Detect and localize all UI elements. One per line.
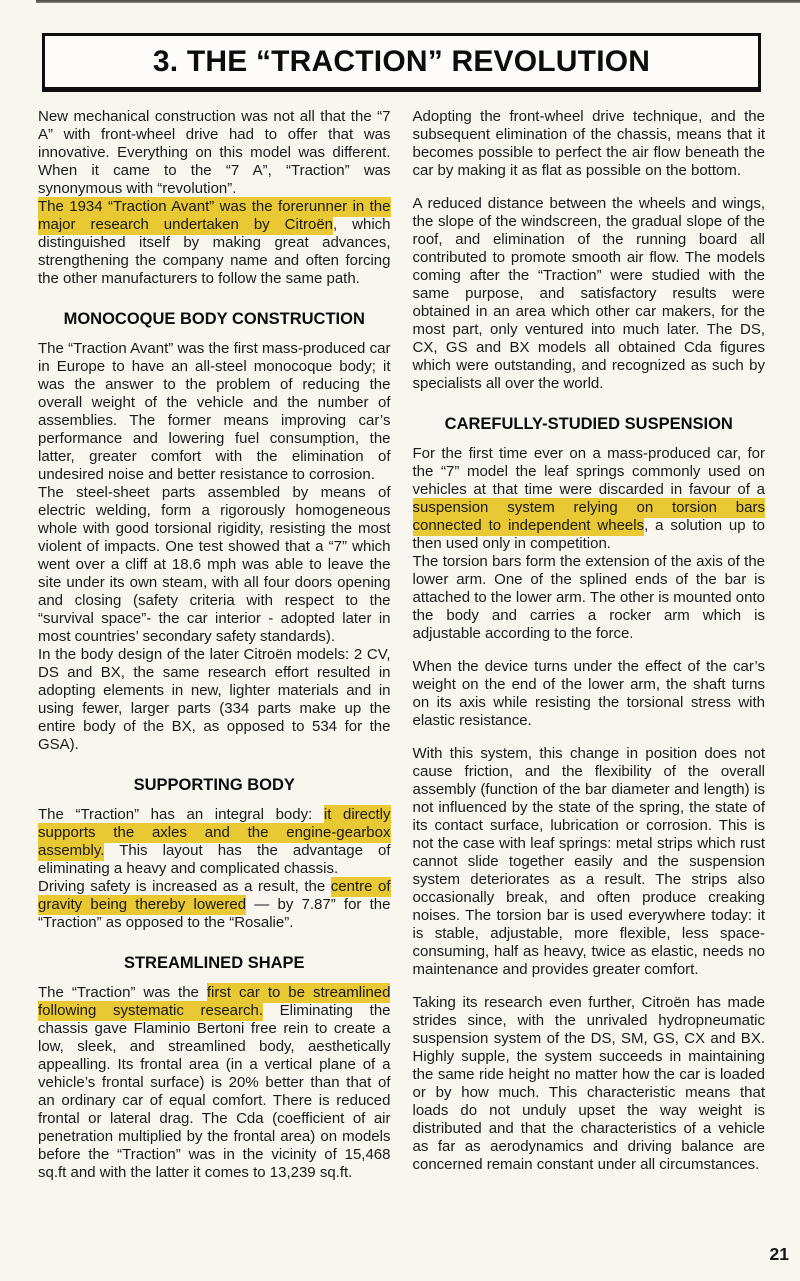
section-heading: MONOCOQUE BODY CONSTRUCTION [63, 310, 365, 328]
text-segment: In the body design of the later Citroën models: 2 CV, DS and BX, the same research effort resulted in adopting elements in new, lighter materials and in using fewer, larger parts (334 parts make up the entire body of the BX, as opposed to 534 for the GSA). [38, 646, 391, 753]
text-segment: The steel-sheet parts assembled by means of electric welding, form a rigorously homogeneous whole with good torsional rigidity, resisting the most violent of impacts. One test showed that a “7” which went over a cliff at 18.6 mph was able to leave the site under its own steam, with all four doors opening and closing (safety criteria with respect to the “survival space”- the car interior - adopted later in most countries’ secondary safety standards). [38, 484, 391, 645]
text-segment: When the device turns under the effect of the car’s weight on the end of the lower arm, the shaft turns on its axis while resisting the torsional stress with elastic resistance. [412, 658, 765, 729]
text-segment: The “Traction Avant” was the first mass-produced car in Europe to have an all-steel monocoque body; it was the answer to the problem of reducing the overall weight of the vehicle and the number of assemblies. The former means improving car’s performance and lowering fuel consumption, the latter, greater comfort with the elimination of undesired noise and better resistance to corrosion. [38, 340, 391, 483]
highlighted-text: centre of gravity being thereby lowered [38, 878, 391, 913]
text-segment: The “Traction” has an integral body: [38, 806, 324, 823]
paragraph [38, 646, 391, 754]
text-segment: The torsion bars form the extension of the axis of the lower arm. One of the splined ends of the bar is attached to the lower arm. The other is mounted onto the body and carries a rocker arm which is adjustable according to the force. [412, 553, 765, 642]
title-box [42, 33, 761, 92]
paragraph [38, 484, 391, 646]
page-title: 3. THE “TRACTION” REVOLUTION [152, 45, 651, 78]
paragraph [413, 108, 766, 180]
paragraph [38, 806, 391, 878]
left-column [38, 108, 391, 1182]
paragraph [38, 340, 391, 484]
text-segment: With this system, this change in position does not cause friction, and the flexibility of the overall assembly (function of the bar diameter and length) is not influenced by the state of the spring, the state of its contact surface, lubrication or corrosion. This is not the case with leaf springs: metal strips which rust cannot slide together easily and the suspension system deteriorates as a result. The strips also occasionally break, and often produce creaking noises. The torsion bar is used everywhere today: it is stable, adjustable, more flexible, less space-consuming, half as heavy, twice as elastic, needs no maintenance and provides greater comfort. [412, 745, 765, 978]
highlighted-text: The 1934 “Traction Avant” was the forerunner in the major research undertaken by Citroën [38, 198, 391, 233]
section-heading: STREAMLINED SHAPE [123, 954, 305, 972]
text-segment: This layout has the advantage of eliminating a heavy and complicated chassis. [38, 842, 391, 877]
highlighted-text: it directly supports the axles and the engine-gearbox assembly. [38, 806, 391, 859]
paragraph [413, 445, 766, 553]
text-segment: , which distinguished itself by making great advances, strengthening the company name and often forcing the other manufacturers to follow the same path. [38, 216, 391, 287]
scan-edge-artifact [36, 0, 800, 3]
page-number: 21 [769, 1244, 789, 1264]
paragraph [38, 108, 391, 198]
text-segment: Adopting the front-wheel drive technique, and the subsequent elimination of the chassis, means that it becomes possible to perfect the air flow beneath the car by making it as flat as possible on the bottom. [412, 108, 765, 179]
text-segment: For the first time ever on a mass-produced car, for the “7” model the leaf springs commonly used on vehicles at that time were discarded in favour of a [412, 445, 765, 498]
text-segment: , a solution up to then used only in competition. [412, 517, 765, 552]
right-column [413, 108, 766, 1174]
paragraph [38, 984, 391, 1182]
paragraph [413, 658, 766, 730]
highlighted-text: first car to be streamlined following systematic research. [38, 984, 391, 1019]
paragraph [38, 198, 391, 288]
paragraph [413, 745, 766, 979]
text-segment: Driving safety is increased as a result, the [38, 878, 331, 895]
paragraph [38, 878, 391, 932]
section-heading: CAREFULLY-STUDIED SUSPENSION [444, 415, 733, 433]
text-segment: The “Traction” was the [38, 984, 207, 1001]
section-heading: SUPPORTING BODY [133, 776, 295, 794]
text-segment: A reduced distance between the wheels and wings, the slope of the windscreen, the gradual slope of the roof, and elimination of the running board all contributed to promote smooth air flow. The models coming after the “Traction” were studied with the same purpose, and satisfactory results were obtained in an area which other car makers, for the most part, only ventured into much later. The DS, CX, GS and BX models all obtained Cda figures which were outstanding, and recognized as such by specialists all over the world. [412, 195, 765, 392]
paragraph [413, 195, 766, 393]
paragraph [413, 994, 766, 1174]
text-segment: New mechanical construction was not all that the “7 A” with front-wheel drive had to offer that was innovative. Everything on this model was different. When it came to the “7 A”, “Traction” was synonymous with “revolution”. [38, 108, 391, 197]
text-segment: — by 7.87” for the “Traction” as opposed to the “Rosalie”. [38, 896, 391, 931]
text-segment: Taking its research even further, Citroën has made strides since, with the unrivaled hydropneumatic suspension system of the DS, SM, GS, CX and BX. Highly supple, the system succeeds in maintaining the same ride height no matter how the car is loaded or by how much. This characteristic means that loads do not unduly upset the way weight is distributed and that the characteristics of a vehicle as far as aerodynamics and driving balance are concerned remain constant under all circumstances. [412, 994, 765, 1173]
text-segment: Eliminating the chassis gave Flaminio Bertoni free rein to create a low, sleek, and streamlined body, aesthetically appealling. Its frontal area (in a vertical plane of a vehicle’s frontal surface) is 20% better than that of an ordinary car of equal comfort. There is reduced frontal or lateral drag. The Cda (coefficient of air penetration multiplied by the frontal area) on models before the “Traction” was in the vicinity of 15,468 sq.ft and with the latter it comes to 13,239 sq.ft. [38, 1002, 391, 1181]
highlighted-text: suspension system relying on torsion bars connected to independent wheels [412, 499, 765, 534]
two-column-content [38, 108, 765, 1182]
paragraph [413, 553, 766, 643]
